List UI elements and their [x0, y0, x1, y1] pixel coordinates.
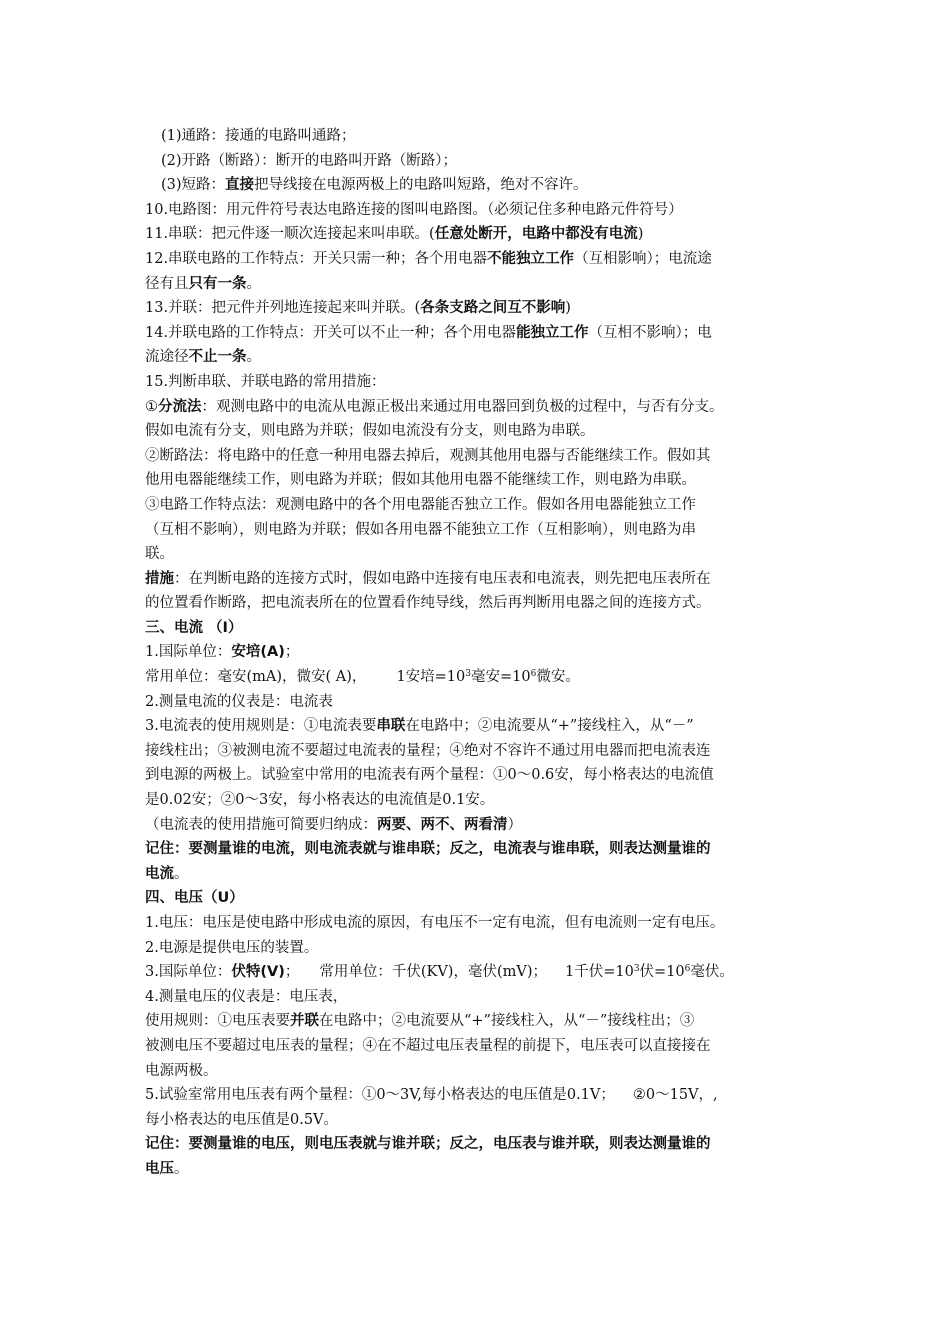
text: 2.电源是提供电压的装置。	[145, 939, 319, 956]
text: 他用电器能继续工作，则电路为并联；假如其他用电器不能继续工作，则电路为串联。	[145, 472, 696, 489]
text: 把导线接在电源两极上的电路叫短路，绝对不容许。	[254, 177, 588, 194]
text: 被测电压不要超过电压表的量程；④在不超过电压表量程的前提下，电压表可以直接接在	[145, 1037, 711, 1054]
text: 是0.02安；②0～3安，每小格表达的电流值是0.1安。	[145, 792, 495, 809]
text: 。	[246, 349, 261, 366]
text: 径有且	[145, 275, 189, 292]
text: (3)短路：	[161, 177, 226, 194]
bold-text: 能独立工作	[516, 324, 589, 341]
text: 的位置看作断路，把电流表所在的位置看作纯导线，然后再判断用电器之间的连接方式。	[145, 595, 711, 612]
bold-text: 不止一条	[188, 349, 247, 366]
text-line	[145, 1132, 815, 1157]
bold-text: 直接	[225, 177, 255, 194]
text-line	[145, 272, 815, 297]
text: 5.试验室常用电压表有两个量程：①0～3V,每小格表达的电压值是0.1V；	[145, 1087, 615, 1104]
text-line	[145, 813, 815, 838]
text: 流途径	[145, 349, 189, 366]
bold-text: 记住：	[145, 1136, 189, 1153]
text-line	[145, 665, 815, 690]
text: 毫伏。	[690, 964, 734, 981]
text: 毫安=10	[471, 669, 531, 686]
text: （电流表的使用措施可简要归纳成：	[145, 816, 377, 833]
text-line	[145, 222, 815, 247]
text-line	[145, 763, 815, 788]
text-line	[145, 567, 815, 592]
text-line	[145, 936, 815, 961]
text: 1安培=10	[396, 669, 466, 686]
text-line	[145, 960, 815, 985]
text: 电源两极。	[145, 1062, 218, 1079]
text: ；	[284, 644, 300, 661]
text: （互相不影响）；电	[588, 324, 712, 341]
text-line	[145, 493, 815, 518]
text: 在电路中；②电流要从“+”接线柱入，从“－”	[405, 718, 694, 735]
text: 12.串联电路的工作特点：开关只需一种；各个用电器	[145, 250, 488, 267]
text-line	[145, 345, 815, 370]
text: ①	[145, 398, 158, 415]
text-line	[145, 296, 815, 321]
text-line	[145, 1083, 815, 1108]
text: (2)开路（断路）：断开的电路叫开路（断路）；	[161, 152, 458, 169]
text-line	[145, 886, 815, 911]
text: ：在判断电路的连接方式时，假如电路中连接有电压表和电流表，则先把电压表所在	[174, 570, 711, 587]
text-line	[145, 198, 815, 223]
text-line	[145, 1157, 815, 1182]
text-line	[145, 640, 815, 665]
text: 联。	[145, 546, 174, 563]
bold-text: 四、电压（U）	[145, 890, 244, 907]
text-line	[145, 1059, 815, 1084]
text-line	[145, 739, 815, 764]
text: 每小格表达的电压值是0.5V。	[145, 1111, 339, 1128]
bold-text: 电压	[145, 1160, 174, 1177]
text: 常用单位：毫安(mA)，微安( A)，	[145, 669, 367, 686]
text-line	[145, 173, 815, 198]
superscript: 3	[465, 669, 471, 680]
text: ③电路工作特点法：观测电路中的各个用电器能否独立工作。假如各用电器能独立工作	[145, 496, 696, 513]
bold-text: 记住：	[145, 841, 189, 858]
text-line	[145, 149, 815, 174]
superscript: 6	[530, 669, 537, 680]
text-line	[145, 321, 815, 346]
text-line	[145, 444, 815, 469]
superscript: 3	[633, 964, 640, 975]
text-line	[145, 468, 815, 493]
text: ②0～15V，,	[632, 1087, 718, 1104]
text-line	[145, 542, 815, 567]
text-line	[145, 1009, 815, 1034]
text-line	[145, 616, 815, 641]
text-line	[145, 419, 815, 444]
text: )	[565, 300, 571, 317]
text-line	[145, 1034, 815, 1059]
text-line	[145, 714, 815, 739]
bold-text: 分流法	[158, 398, 202, 415]
text: 伏=10	[639, 964, 685, 981]
text: )	[637, 226, 644, 243]
text-line	[145, 395, 815, 420]
text: 3.国际单位：	[145, 964, 232, 981]
bold-text: 两要、两不、两看清	[377, 816, 508, 833]
bold-text: 要测量谁的电流，则电流表就与谁串联；反之，电流表与谁串联，则表达测量谁的	[188, 841, 711, 858]
text-line	[145, 1108, 815, 1133]
text-line	[145, 985, 815, 1010]
bold-text: 电流	[145, 865, 174, 882]
text: 。	[174, 1160, 189, 1177]
text: 3.电流表的使用规则是：①电流表要	[145, 718, 377, 735]
superscript: 6	[684, 964, 691, 975]
bold-text: 不能独立工作	[487, 250, 575, 267]
text: 接线柱出；③被测电流不要超过电流表的量程；④绝对不容许不通过用电器而把电流表连	[145, 742, 711, 759]
text: ）	[507, 816, 522, 833]
text: （互相影响）；电流途	[574, 250, 712, 267]
text: 。	[246, 275, 261, 292]
bold-text: 伏特(V)	[231, 964, 285, 981]
bold-text: 各条支路之间互不影响	[420, 300, 566, 317]
text: 微安。	[536, 669, 580, 686]
text-line	[145, 591, 815, 616]
document-page	[145, 124, 815, 1182]
text: 13.并联：把元件并列地连接起来叫并联。(	[145, 300, 421, 317]
bold-text: 安培(A)	[231, 644, 285, 661]
text: 15.判断串联、并联电路的常用措施：	[145, 373, 386, 390]
bold-text: 只有一条	[188, 275, 247, 292]
text-line	[145, 911, 815, 936]
text-line	[145, 518, 815, 543]
text: 2.测量电流的仪表是：电流表	[145, 693, 333, 710]
text: 4.测量电压的仪表是：电压表，	[145, 988, 348, 1005]
text: 1.电压：电压是使电路中形成电流的原因，有电压不一定有电流，但有电流则一定有电压。	[145, 915, 725, 931]
text: 10.电路图：用元件符号表达电路连接的图叫电路图。（必须记住多种电路元件符号）	[145, 201, 683, 218]
text: 假如电流有分支，则电路为并联；假如电流没有分支，则电路为串联。	[145, 423, 595, 440]
text: 1.国际单位：	[145, 644, 232, 661]
text: 到电源的两极上。试验室中常用的电流表有两个量程：①0～0.6安，每小格表达的电流值	[145, 767, 714, 784]
bold-text: 要测量谁的电压，则电压表就与谁并联；反之，电压表与谁并联，则表达测量谁的	[188, 1136, 711, 1153]
text: ②断路法：将电路中的任意一种用电器去掉后，观测其他用电器与否能继续工作。假如其	[145, 447, 711, 464]
text-line	[145, 124, 815, 149]
bold-text: 串联	[376, 718, 406, 735]
text: 14.并联电路的工作特点：开关可以不止一种；各个用电器	[145, 324, 517, 341]
text: 11.串联：把元件逐一顺次连接起来叫串联。(	[145, 226, 435, 243]
text: 在电路中；②电流要从“+”接线柱入，从“－”接线柱出；③	[319, 1013, 695, 1030]
text-line	[145, 837, 815, 862]
bold-text: 任意处断开，电路中都没有电流	[434, 226, 638, 243]
text: 使用规则：①电压表要	[145, 1013, 290, 1030]
text: (1)通路：接通的电路叫通路；	[161, 128, 356, 144]
bold-text: 三、电流 （I）	[145, 619, 243, 636]
text-line	[145, 788, 815, 813]
text: ：观测电路中的电流从电源正极出来通过用电器回到负极的过程中，与否有分支。	[201, 398, 724, 415]
bold-text: 并联	[290, 1013, 319, 1030]
text: 。	[174, 865, 189, 882]
text-line	[145, 370, 815, 395]
text-line	[145, 690, 815, 715]
bold-text: 措施	[145, 570, 174, 587]
text-line	[145, 247, 815, 272]
text: ；	[284, 964, 300, 981]
text: 1千伏=10	[564, 964, 634, 981]
text: （互相不影响），则电路为并联；假如各用电器不能独立工作（互相影响），则电路为串	[145, 521, 696, 538]
text: 常用单位：千伏(KV)，毫伏(mV)；	[319, 964, 547, 981]
text-line	[145, 862, 815, 887]
